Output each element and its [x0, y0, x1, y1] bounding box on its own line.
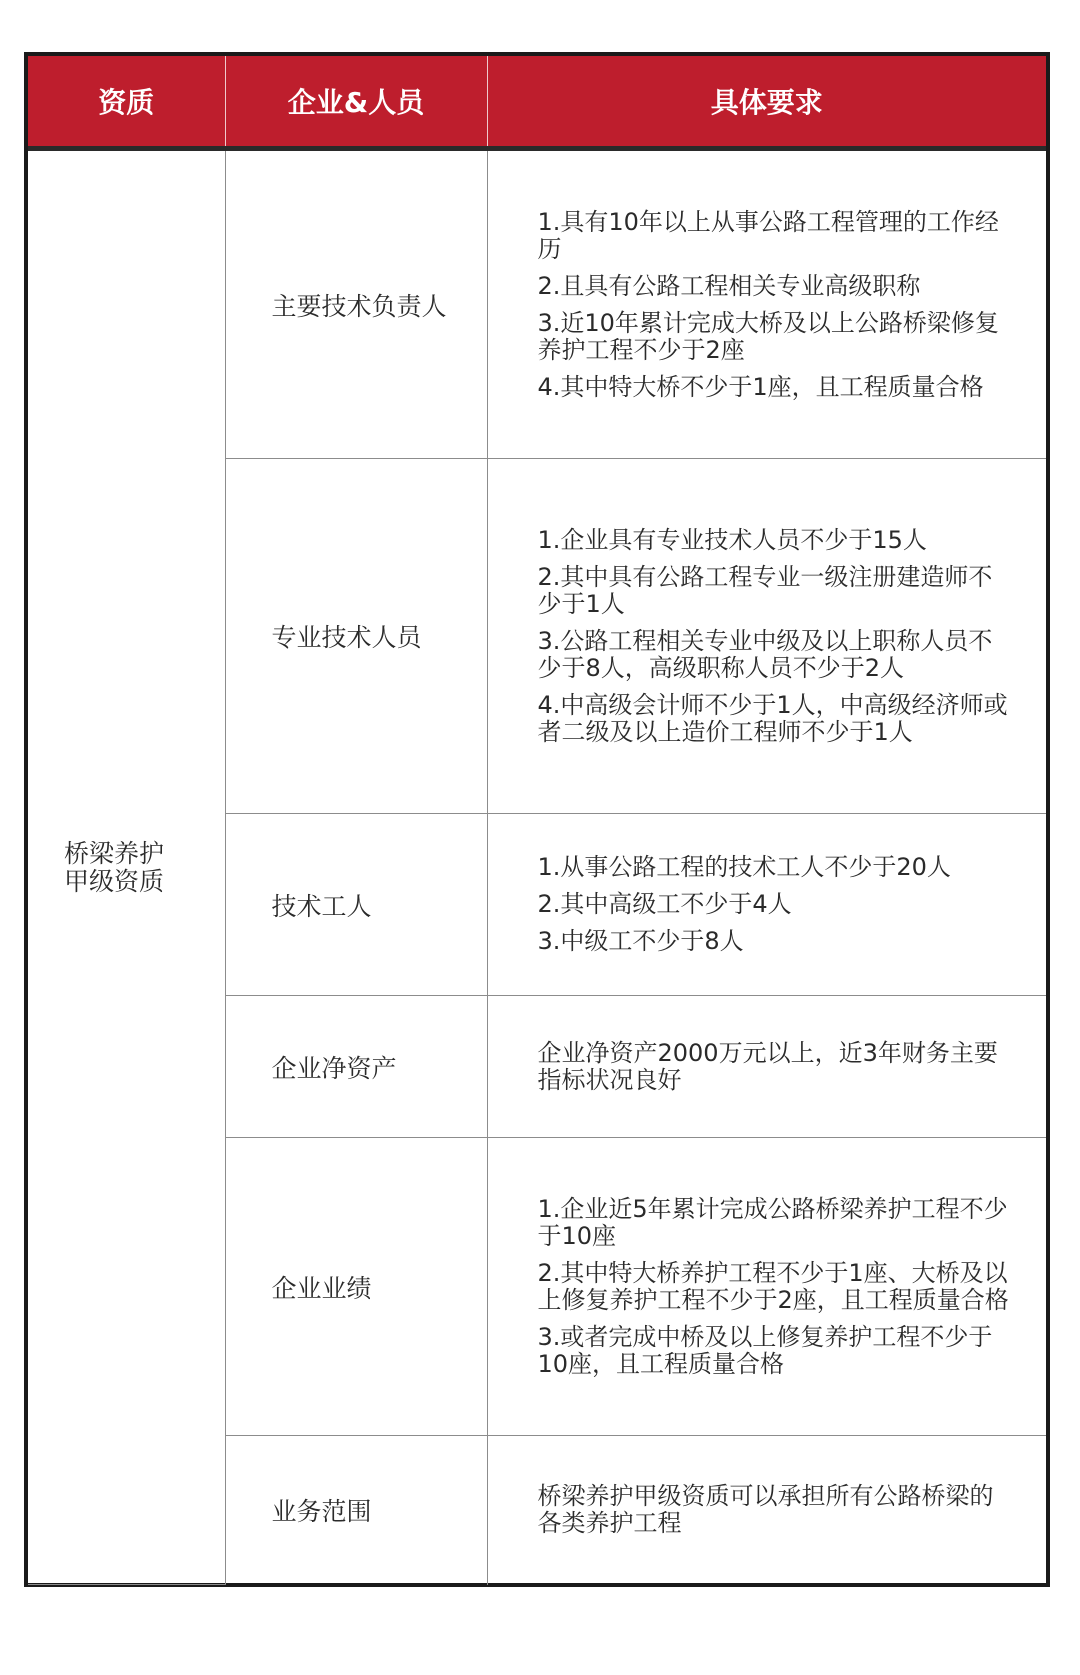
category-cell: 企业业绩	[225, 1138, 487, 1436]
qualification-cell	[28, 149, 225, 1585]
requirement-item: 2.其中高级工不少于4人	[537, 890, 792, 918]
requirement-item: 4.中高级会计师不少于1人，中高级经济师或者二级及以上造价工程师不少于1人	[537, 690, 1008, 746]
category-cell: 专业技术人员	[225, 459, 487, 814]
qualification-name-line2: 甲级资质	[64, 866, 165, 896]
requirement-item: 1.企业近5年累计完成公路桥梁养护工程不少于10座	[537, 1194, 1008, 1250]
requirement-item: 1.从事公路工程的技术工人不少于20人	[537, 853, 951, 881]
requirement-item: 企业净资产2000万元以上，近3年财务主要指标状况良好	[537, 1038, 998, 1094]
category-cell: 主要技术负责人	[225, 149, 487, 459]
requirement-item: 3.近10年累计完成大桥及以上公路桥梁修复养护工程不少于2座	[537, 308, 999, 364]
category-cell: 技术工人	[225, 814, 487, 996]
requirement-item: 1.企业具有专业技术人员不少于15人	[537, 525, 927, 554]
qualification-name-line1: 桥梁养护	[64, 838, 165, 868]
requirement-item: 3.中级工不少于8人	[537, 927, 744, 955]
requirements-cell	[487, 149, 1046, 459]
requirement-item: 桥梁养护甲级资质可以承担所有公路桥梁的各类养护工程	[537, 1482, 994, 1538]
qualification-table-frame	[24, 52, 1050, 1587]
table-header-row	[28, 56, 1046, 149]
requirement-item: 3.公路工程相关专业中级及以上职称人员不少于8人，高级职称人员不少于2人	[537, 626, 993, 682]
header-qualification: 资质	[28, 56, 225, 149]
requirement-item: 2.其中具有公路工程专业一级注册建造师不少于1人	[537, 562, 993, 618]
requirements-cell	[487, 1138, 1046, 1436]
requirement-item: 1.具有10年以上从事公路工程管理的工作经历	[537, 207, 999, 263]
requirements-cell	[487, 996, 1046, 1138]
header-company-personnel: 企业&人员	[225, 56, 487, 149]
requirement-item: 2.其中特大桥养护工程不少于1座、大桥及以上修复养护工程不少于2座，且工程质量合格	[537, 1258, 1009, 1314]
qualification-table	[28, 56, 1046, 1585]
requirement-item: 2.且具有公路工程相关专业高级职称	[537, 271, 921, 300]
category-cell: 业务范围	[225, 1436, 487, 1585]
requirement-item: 4.其中特大桥不少于1座，且工程质量合格	[537, 372, 984, 401]
requirements-cell	[487, 459, 1046, 814]
requirements-cell	[487, 1436, 1046, 1585]
table-row	[28, 149, 1046, 459]
requirement-item: 3.或者完成中桥及以上修复养护工程不少于10座，且工程质量合格	[537, 1322, 993, 1378]
header-requirements: 具体要求	[487, 56, 1046, 149]
requirements-cell	[487, 814, 1046, 996]
category-cell: 企业净资产	[225, 996, 487, 1138]
